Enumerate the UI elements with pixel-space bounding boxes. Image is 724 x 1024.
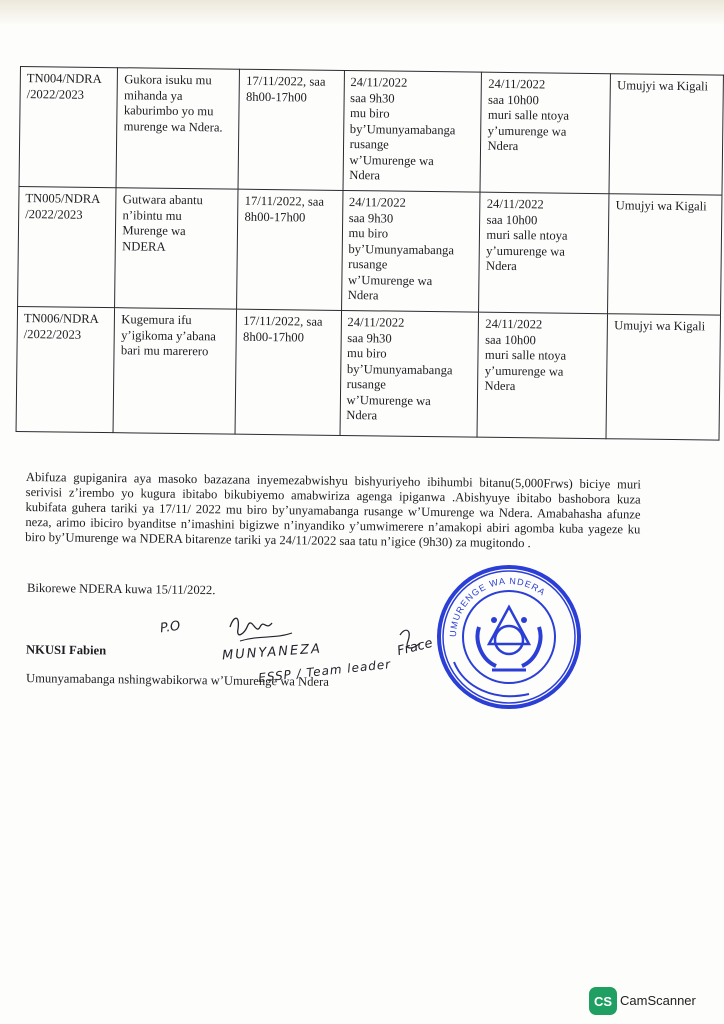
table-row — [18, 186, 722, 315]
tender-subject-cell: Kugemura ifu y’igikoma y’abana bari mu marerero — [113, 308, 236, 434]
location-cell: Umujyi wa Kigali — [608, 194, 722, 315]
opening-cell: 24/11/2022 saa 10h00 muri salle ntoya y’umurenge wa Ndera — [480, 72, 610, 194]
camscanner-logo-icon: CS — [589, 987, 617, 1015]
handwritten-po: P.O — [159, 618, 182, 637]
location-cell: Umujyi wa Kigali — [609, 74, 723, 195]
deadline-cell: 24/11/2022 saa 9h30 mu biro by’Umunyamabanga rusange w’Umurenge wa Ndera — [341, 190, 480, 312]
scan-top-edge — [0, 0, 724, 26]
table-row — [16, 306, 720, 440]
place-date: Bikorewe NDERA kuwa 15/11/2022. — [26, 580, 216, 598]
instructions-paragraph: Abifuza gupiganira aya masoko bazazana inyemezabwishyu bishyuriyeho ibihumbi bitanu(5,000Frws) biciye muri serivisi z’irembo yo kugura ibitabo bikubiyemo amabwiriza agenga ipiganwa .Abishyuye ibitabo bashobora kuza kubifata guhera tariki ya 17/11/ 2022 mu biro by’unyamabanga rusange w’Umurenge wa Ndera. Amabahasha afunze neza, arimo ibiciro byanditse n’imashini bigizwe n’inyandiko y’umwimerere n’amakopi abiri agomba kuba yageze ku biro by’Umurenge wa NDERA bitarenze tariki ya 24/11/2022 saa tatu n’igice (9h30) za mugitondo . — [25, 470, 641, 551]
handwritten-name: MUNYANEZA — [221, 641, 323, 664]
deadline-cell: 24/11/2022 saa 9h30 mu biro by’Umunyamabanga rusange w’Umurenge wa Ndera — [343, 70, 482, 192]
location-cell: Umujyi wa Kigali — [606, 314, 720, 440]
signatory-title: Umunyamabanga nshingwabikorwa w’Umurenge wa Ndera — [25, 671, 329, 689]
tender-table — [16, 66, 724, 441]
stamp-text: UMURENGE WA NDERA — [447, 575, 548, 638]
tender-subject-cell: Gukora isuku mu mihanda ya kaburimbo yo mu murenge wa Ndera. — [116, 68, 239, 189]
official-stamp-seal — [434, 562, 584, 712]
tender-ref-cell: TN004/NDRA /2022/2023 — [19, 67, 118, 188]
signatory-name: NKUSI Fabien — [25, 642, 107, 658]
opening-cell: 24/11/2022 saa 10h00 muri salle ntoya y’umurenge wa Ndera — [479, 192, 609, 314]
sale-period-cell: 17/11/2022, saa 8h00-17h00 — [235, 309, 341, 435]
sale-period-cell: 17/11/2022, saa 8h00-17h00 — [238, 69, 344, 190]
handwritten-extra: Frace — [395, 635, 435, 660]
tender-ref-cell: TN006/NDRA /2022/2023 — [16, 306, 115, 432]
handwritten-role: ESSP / Team leader — [257, 657, 392, 685]
camscanner-label: CamScanner — [620, 993, 696, 1008]
table-row — [19, 67, 723, 196]
opening-cell: 24/11/2022 saa 10h00 muri salle ntoya y’umurenge wa Ndera — [477, 312, 607, 439]
tender-subject-cell: Gutwara abantu n’ibintu mu Murenge wa NDERA — [115, 188, 238, 309]
deadline-cell: 24/11/2022 saa 9h30 mu biro by’Umunyamabanga rusange w’Umurenge wa Ndera — [340, 310, 479, 437]
tender-ref-cell: TN005/NDRA /2022/2023 — [18, 186, 117, 307]
sale-period-cell: 17/11/2022, saa 8h00-17h00 — [237, 189, 343, 310]
